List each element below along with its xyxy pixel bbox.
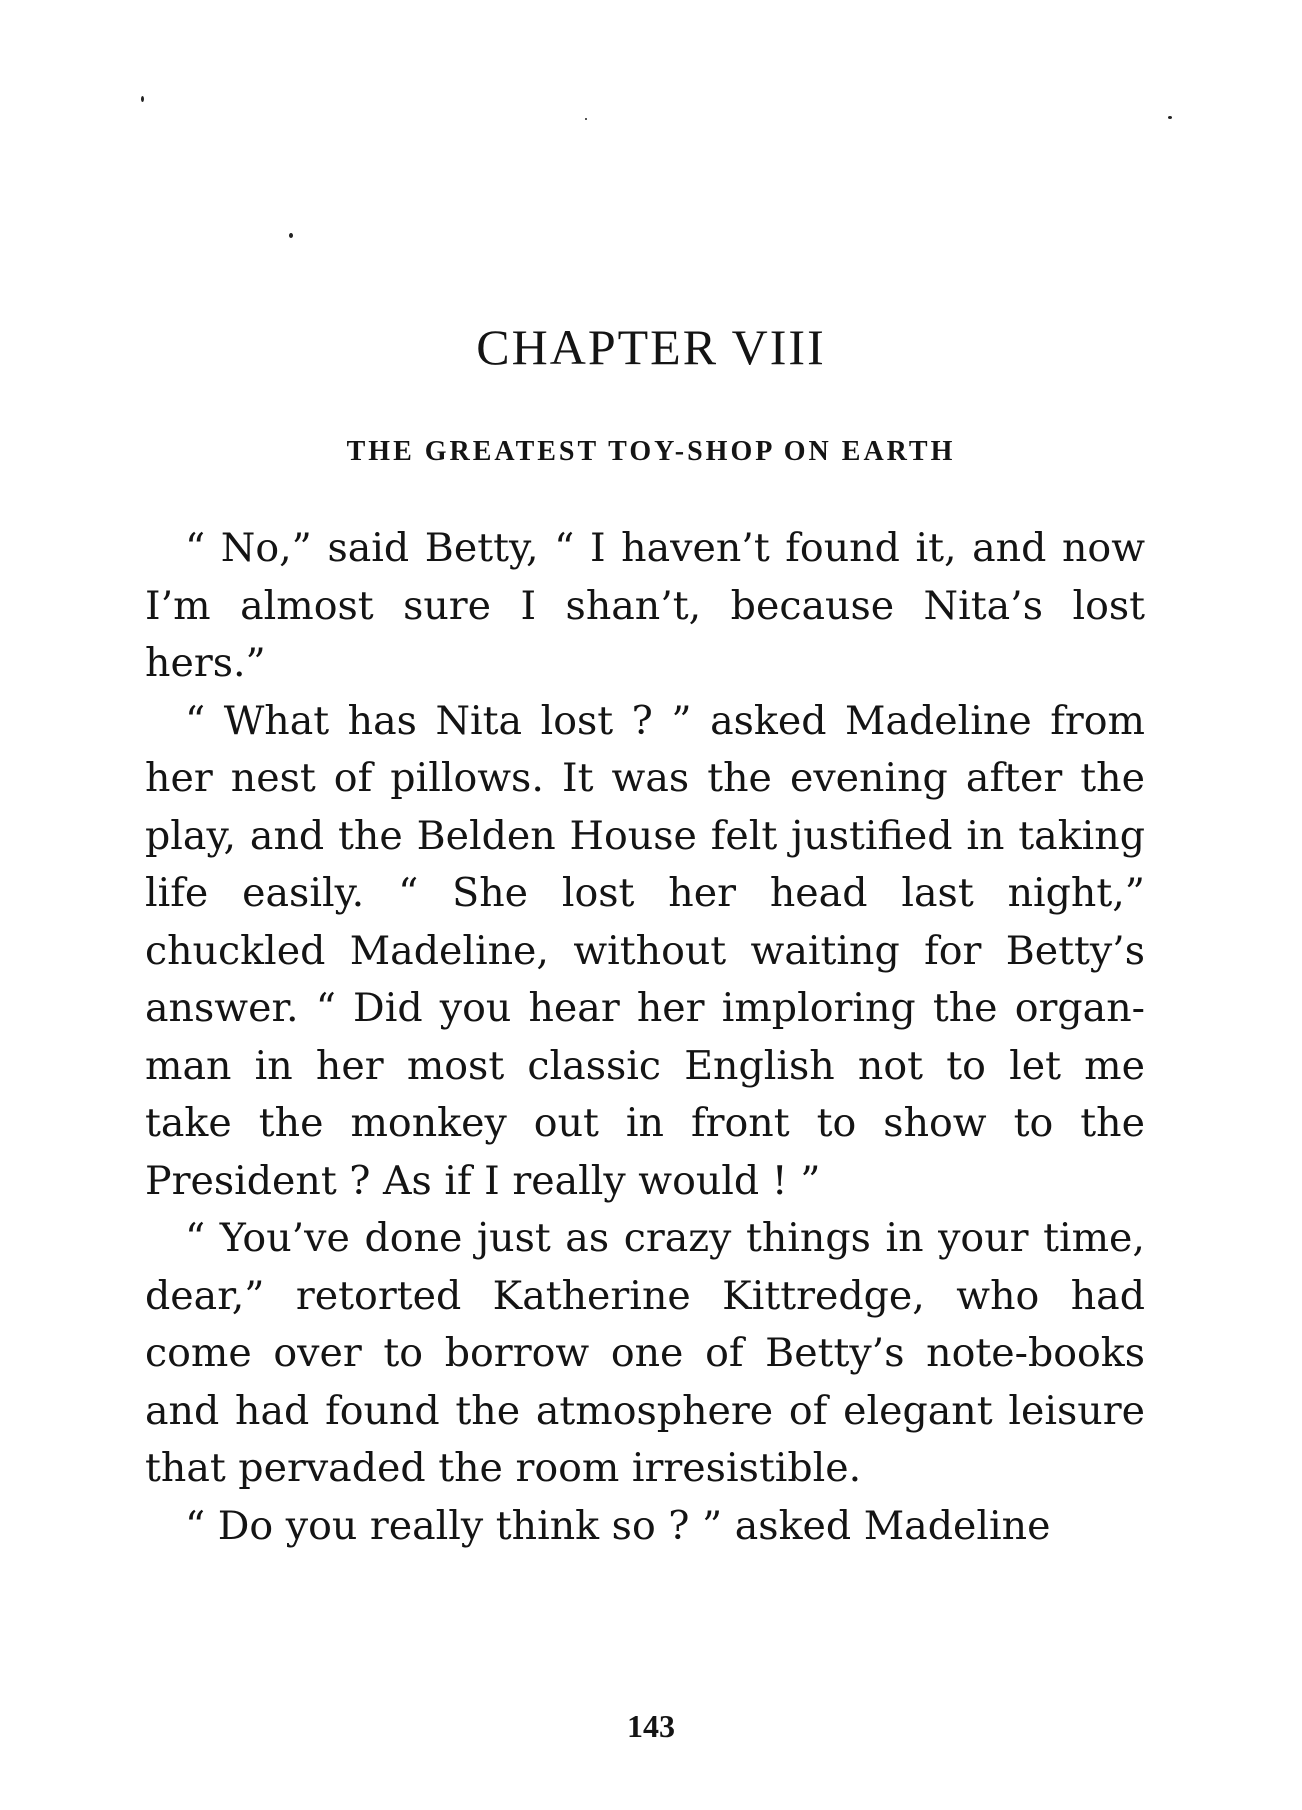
chapter-subtitle: THE GREATEST TOY-SHOP ON EARTH [346, 436, 956, 467]
page-speck [585, 118, 587, 120]
paragraph: “ No,” said Betty, “ I haven’t found it, and now I’m almost sure I shan’t, because Nita’s lost hers.” [145, 525, 1145, 686]
paragraph: “ Do you really think so ? ” asked Madeline [185, 1502, 1051, 1549]
page-speck [141, 96, 144, 102]
paragraph: “ You’ve done just as crazy things in your time, dear,” retorted Katherine Kittredge, who had come over to borrow one of Betty’s note-books and had found the atmosphere of elegant leisure that pervaded the room irresistible. [145, 1215, 1145, 1491]
paragraph: “ What has Nita lost ? ” asked Madeline from her nest of pillows. It was the evening after the play, and the Belden House felt justified in taking life easily. “ She lost her head last night,” chuckled Madeline, without waiting for Betty’s answer. “ Did you hear her imploring the organ-man in her most classic English not to let me take the monkey out in front to show to the President ? As if I really would ! ” [145, 697, 1145, 1204]
chapter-body [145, 520, 1145, 1555]
chapter-title: CHAPTER VIII [476, 319, 826, 375]
page-speck [289, 233, 293, 238]
page-speck [1168, 116, 1172, 119]
page-number: 143 [627, 1708, 675, 1744]
